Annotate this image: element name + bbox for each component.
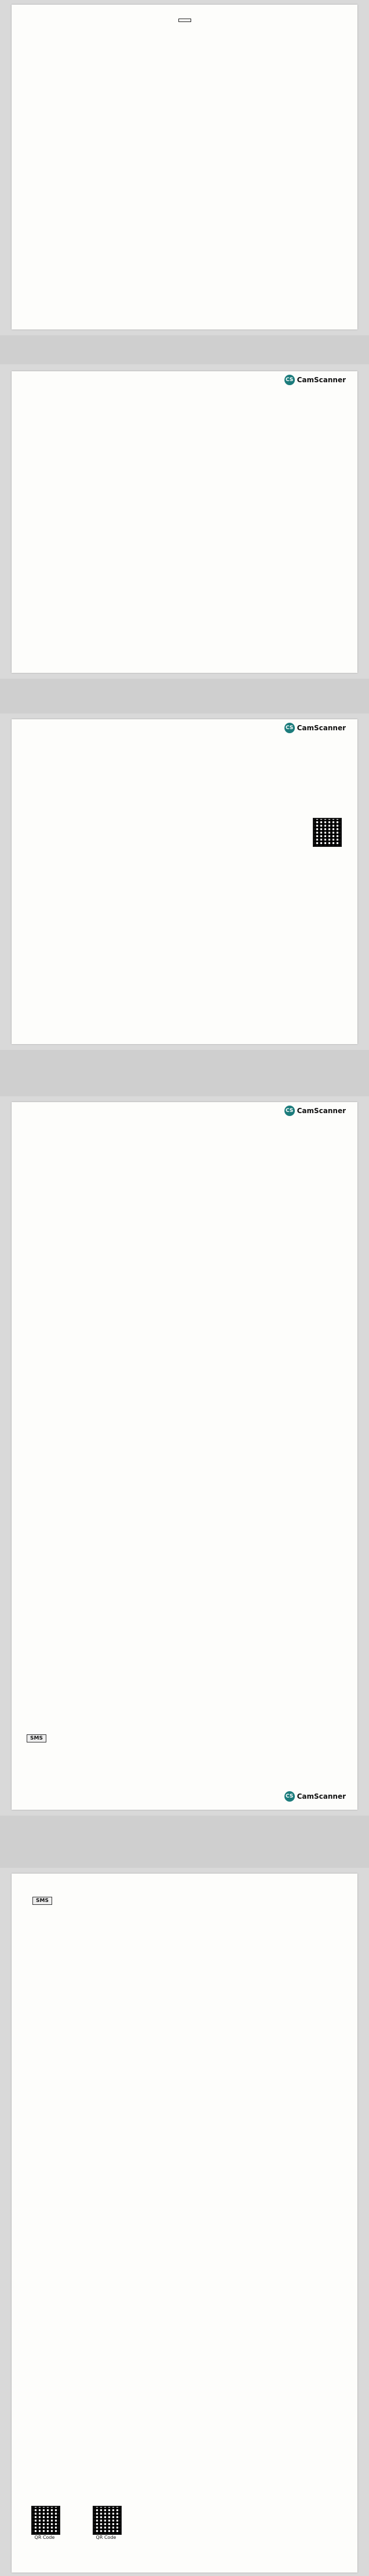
camscanner-label: CamScanner [297,724,346,732]
page-1 [12,5,357,329]
qr-code-icon [313,818,342,847]
page-3 [12,719,357,1044]
camscanner-icon: CS [284,1106,295,1116]
letterhead [12,5,357,25]
sms-label: SMS [27,1734,46,1742]
qr-code-label: QR Code [96,2535,116,2540]
camscanner-label: CamScanner [297,1107,346,1115]
notice-title [178,19,191,22]
camscanner-badge [284,723,346,733]
camscanner-label: CamScanner [297,376,346,384]
page-2 [12,371,357,673]
sms-section [27,1734,328,1746]
qr-code-icon [93,2506,122,2535]
qr-code-icon [31,2506,60,2535]
camscanner-badge [284,375,346,385]
qr-code-label: QR Code [34,2535,55,2540]
page-gap [0,335,369,364]
camscanner-icon: CS [284,1791,295,1802]
page-gap [0,1816,369,1868]
page-gap [0,679,369,713]
page-gap [0,1050,369,1096]
camscanner-badge [284,1106,346,1116]
sms-label: SMS [32,1897,52,1905]
page-4 [12,1102,357,1810]
camscanner-badge [284,1791,346,1802]
camscanner-icon: CS [284,375,295,385]
camscanner-label: CamScanner [297,1792,346,1800]
camscanner-icon: CS [284,723,295,733]
sms-section-2 [32,1897,339,1907]
page-5 [12,1874,357,2573]
